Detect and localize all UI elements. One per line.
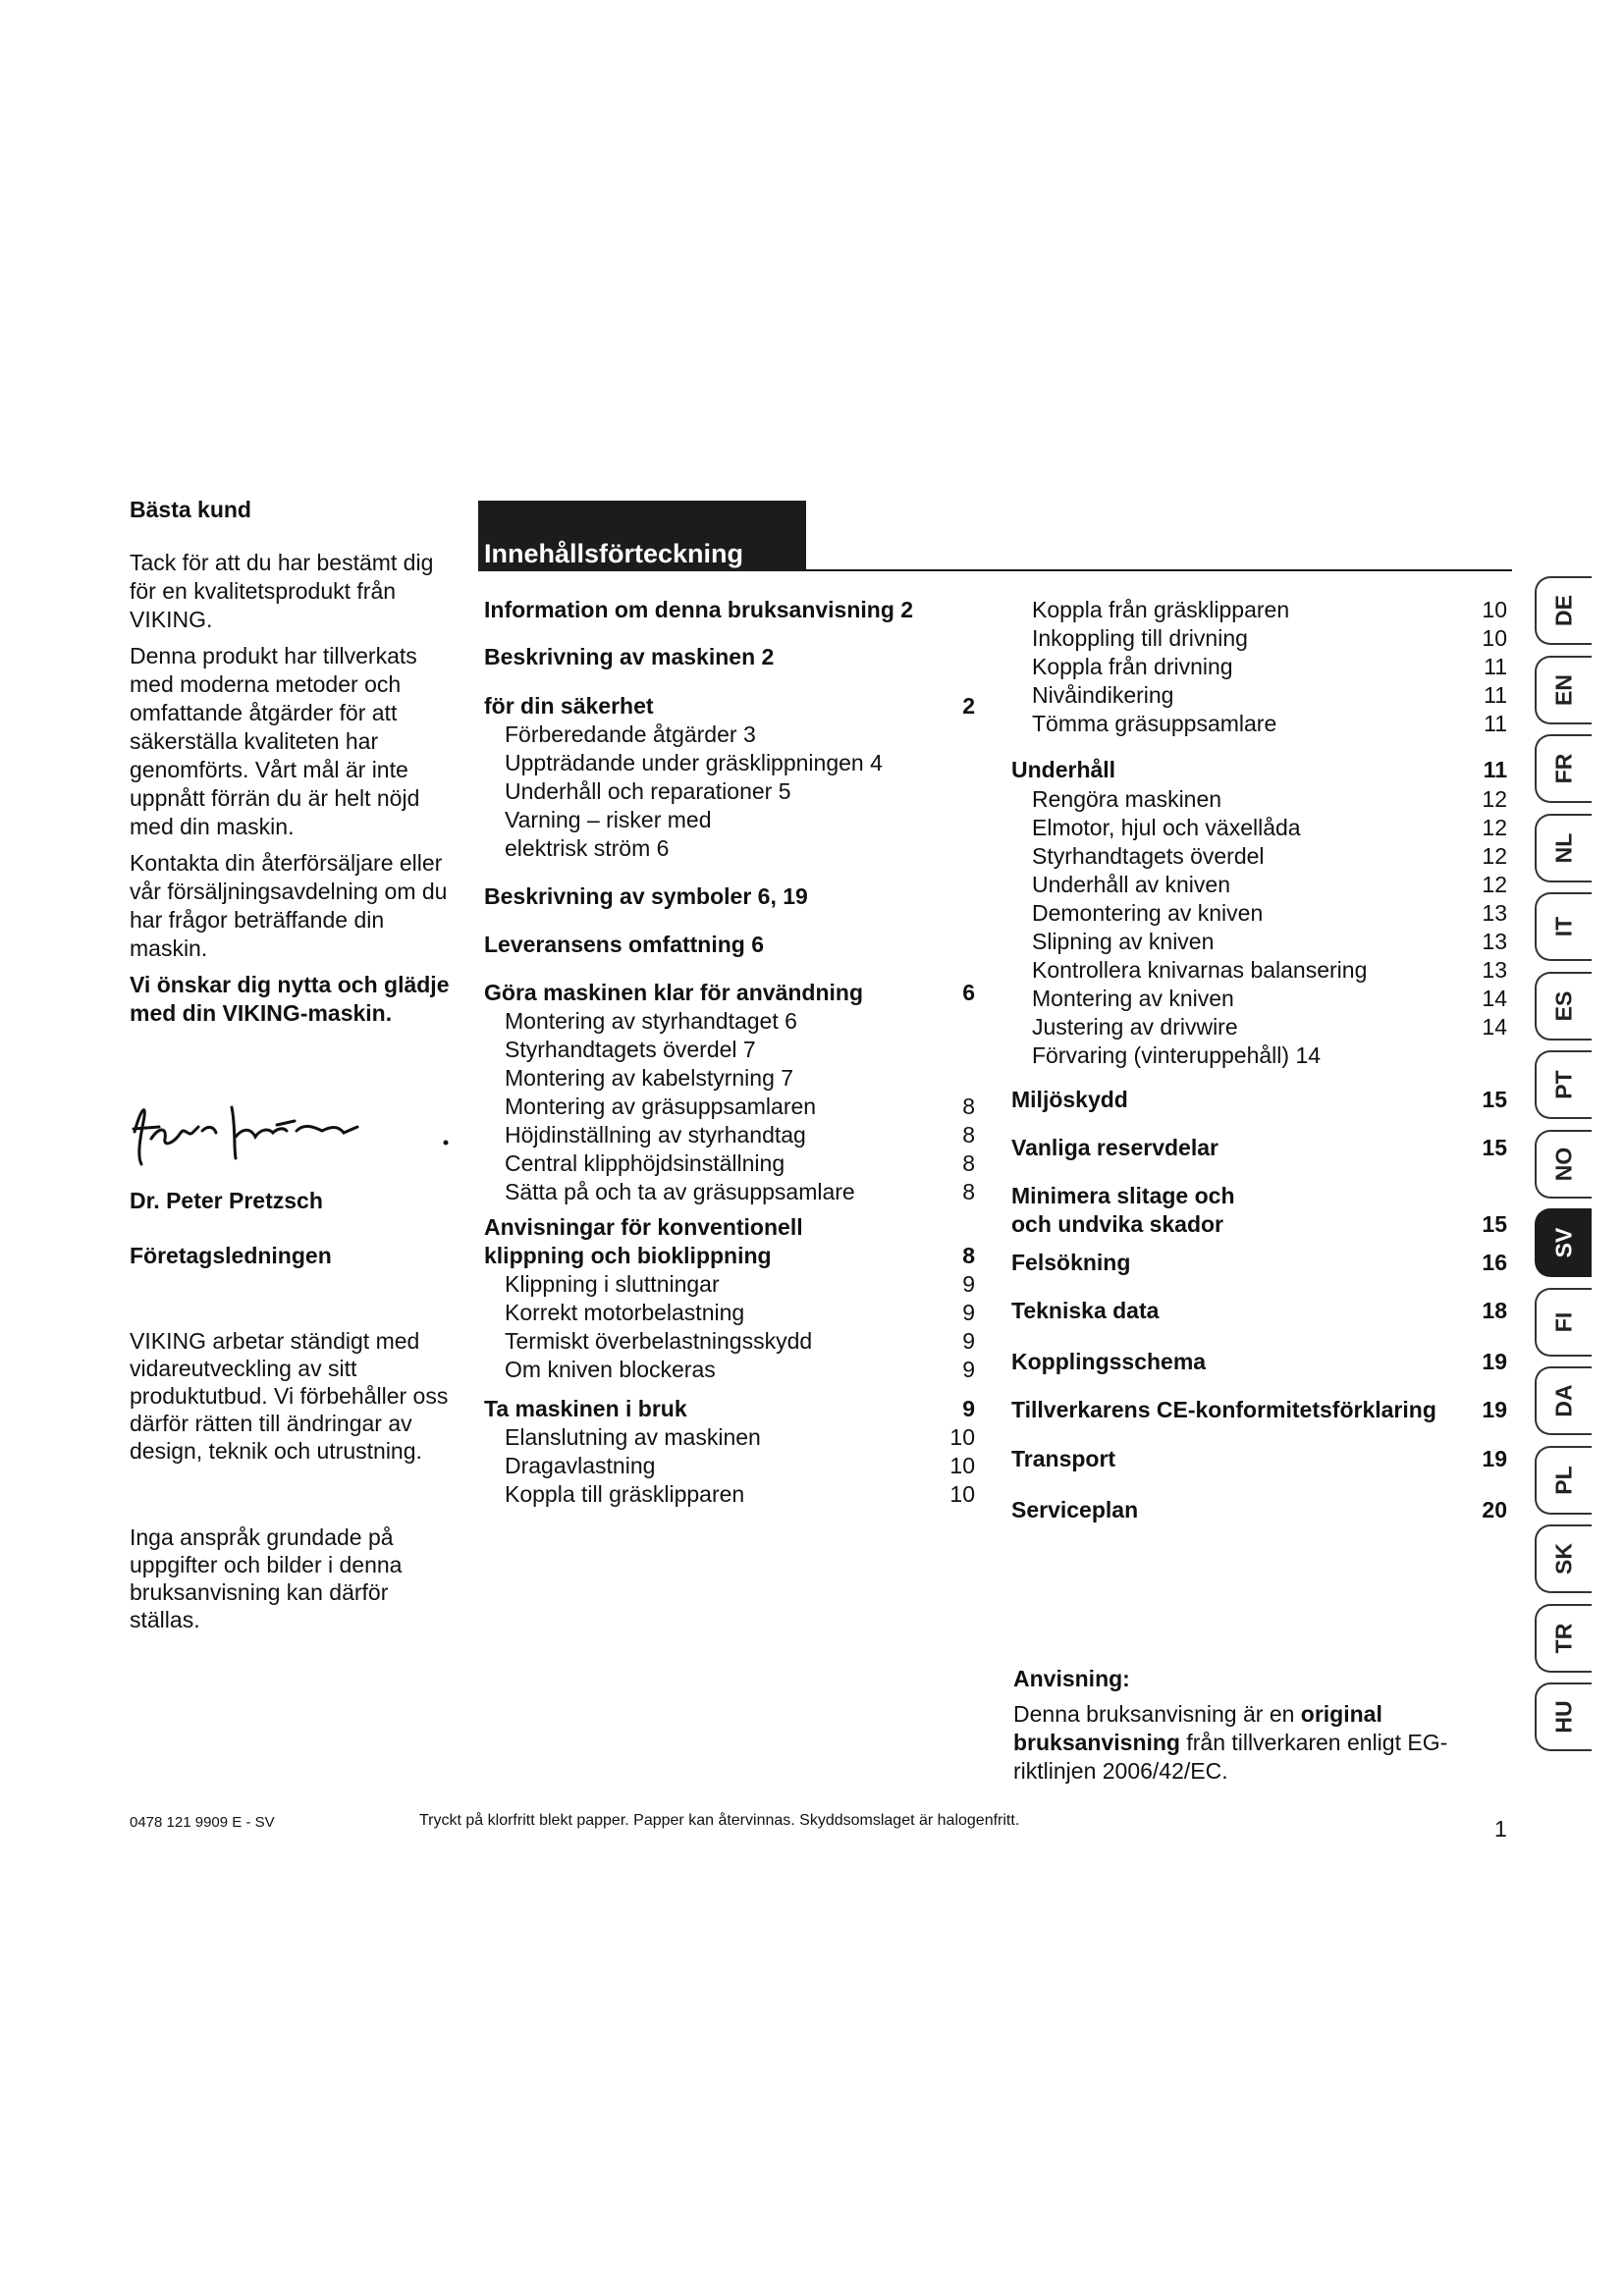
- toc-entry-page: 10: [1482, 597, 1507, 622]
- language-tab-no: [1535, 1130, 1592, 1199]
- document-code: 0478 121 9909 E - SV: [130, 1814, 275, 1831]
- col2-entry: [1032, 1013, 1507, 1041]
- author-role: Företagsledningen: [130, 1243, 332, 1268]
- col2-entry: [1032, 785, 1507, 813]
- toc-entry-title: Varning – risker med: [505, 807, 712, 832]
- col1-entry: [505, 749, 975, 776]
- toc-entry-title: Koppla till gräsklipparen: [505, 1481, 745, 1507]
- toc-entry-title: elektrisk ström 6: [505, 835, 670, 861]
- language-tab-da: [1535, 1366, 1592, 1435]
- col2-entry: [1032, 928, 1507, 955]
- intro-paragraph-2: Denna produkt har tillverkats med moderna metoder och omfattande åtgärder för att säkerställa kvaliteten har genomförts. Vårt mål är inte uppnått förrän du är helt nöjd med din maskin.: [130, 643, 420, 839]
- toc-entry-page: 16: [1482, 1250, 1507, 1275]
- note-heading: Anvisning:: [1013, 1666, 1130, 1691]
- language-tab-label: PL: [1550, 1465, 1577, 1495]
- language-tab-label: SV: [1550, 1227, 1577, 1258]
- toc-entry-title: Underhåll av kniven: [1032, 872, 1231, 897]
- toc-entry-page: 2: [962, 693, 975, 719]
- note-text-bold: original bruksanvisning: [1013, 1701, 1382, 1755]
- col1-entry: [505, 1299, 975, 1326]
- col2-entry: [1032, 871, 1507, 898]
- toc-entry-page: 8: [962, 1243, 975, 1268]
- note-text-1: Denna bruksanvisning är en: [1013, 1701, 1301, 1727]
- col2-entry: [1032, 1041, 1507, 1069]
- toc-entry-page: 8: [962, 1094, 975, 1119]
- col1-entry: [505, 1121, 975, 1148]
- author-name: Dr. Peter Pretzsch: [130, 1188, 323, 1213]
- toc-entry-page: 9: [962, 1300, 975, 1325]
- col2-entry: [1032, 710, 1507, 737]
- toc-entry-title: Slipning av kniven: [1032, 929, 1215, 954]
- language-tab-es: [1535, 972, 1592, 1041]
- col1-entry: [505, 1452, 975, 1479]
- col2-entry: [1032, 956, 1507, 984]
- toc-entry-title: Montering av styrhandtaget 6: [505, 1008, 797, 1034]
- toc-entry-page: 11: [1484, 711, 1507, 736]
- col2-entry: [1032, 596, 1507, 623]
- toc-entry-title: Sätta på och ta av gräsuppsamlare: [505, 1179, 855, 1204]
- footer-note: Tryckt på klorfritt blekt papper. Papper kan återvinnas. Skyddsomslaget är halogenfritt.: [419, 1812, 1020, 1829]
- col1-entry: [484, 979, 975, 1006]
- toc-entry-title: Koppla från gräsklipparen: [1032, 597, 1290, 622]
- toc-entry-page: 11: [1484, 654, 1507, 679]
- col1-entry: [484, 643, 975, 670]
- toc-entry-page: 8: [962, 1122, 975, 1148]
- language-tab-fi: [1535, 1288, 1592, 1357]
- col1-entry: [505, 834, 975, 862]
- toc-entry-page: 12: [1482, 815, 1507, 840]
- toc-entry-title: Styrhandtagets överdel 7: [505, 1037, 756, 1062]
- col1-entry: [484, 1242, 975, 1269]
- language-tab-label: PT: [1550, 1070, 1577, 1099]
- col2-entry: [1032, 624, 1507, 652]
- col1-entry: [505, 1036, 975, 1063]
- toc-entry-page: 9: [962, 1357, 975, 1382]
- col1-entry: [484, 1213, 975, 1241]
- col2-entry: [1032, 814, 1507, 841]
- toc-entry-title: Elanslutning av maskinen: [505, 1424, 761, 1450]
- toc-entry-title: Ta maskinen i bruk: [484, 1396, 687, 1421]
- language-tab-label: FI: [1550, 1311, 1577, 1332]
- greeting: Bästa kund: [130, 497, 251, 522]
- toc-title: Innehållsförteckning: [478, 501, 806, 571]
- toc-entry-page: 14: [1482, 986, 1507, 1011]
- toc-entry-title: Göra maskinen klar för användning: [484, 980, 863, 1005]
- toc-entry-title: Montering av kniven: [1032, 986, 1234, 1011]
- signature-image: [130, 1088, 463, 1166]
- toc-entry-page: 14: [1482, 1014, 1507, 1040]
- disclaimer-paragraph-2: Inga anspråk grundade på uppgifter och bilder i denna bruksanvisning kan därför ställas.: [130, 1524, 403, 1632]
- language-tab-nl: [1535, 814, 1592, 882]
- language-tab-label: TR: [1550, 1623, 1577, 1653]
- toc-entry-page: 9: [962, 1396, 975, 1421]
- closing-wish: Vi önskar dig nytta och glädje med din VIKING-maskin.: [130, 972, 450, 1026]
- toc-entry-title: Montering av kabelstyrning 7: [505, 1065, 794, 1091]
- col2-entry: [1032, 842, 1507, 870]
- language-tab-label: HU: [1550, 1700, 1577, 1734]
- toc-entry-page: 11: [1483, 757, 1507, 782]
- toc-divider: [478, 569, 1512, 571]
- col1-entry: [505, 777, 975, 805]
- col1-entry: [505, 1423, 975, 1451]
- toc-entry-page: 6: [962, 980, 975, 1005]
- col2-entry: [1011, 1348, 1507, 1375]
- toc-entry-title: Rengöra maskinen: [1032, 786, 1222, 812]
- intro-paragraph-1: Tack för att du har bestämt dig för en kvalitetsprodukt från VIKING.: [130, 550, 434, 632]
- toc-entry-title: Miljöskydd: [1011, 1087, 1128, 1112]
- col1-entry: [505, 1007, 975, 1035]
- language-tab-label: IT: [1550, 916, 1577, 937]
- col1-entry: [484, 931, 975, 958]
- toc-entry-page: 10: [949, 1424, 975, 1450]
- toc-entry-page: 9: [962, 1271, 975, 1297]
- toc-entry-title: Korrekt motorbelastning: [505, 1300, 745, 1325]
- toc-entry-title: Förvaring (vinteruppehåll) 14: [1032, 1042, 1322, 1068]
- toc-entry-page: 8: [962, 1150, 975, 1176]
- toc-entry-title: Tömma gräsuppsamlare: [1032, 711, 1277, 736]
- toc-entry-page: 10: [1482, 625, 1507, 651]
- col2-entry: [1011, 1210, 1507, 1238]
- toc-entry-title: Anvisningar för konventionell: [484, 1214, 803, 1240]
- note-text-2: från tillverkaren enligt EG-riktlinjen 2006/42/EC.: [1013, 1730, 1448, 1784]
- toc-entry-title: Klippning i sluttningar: [505, 1271, 720, 1297]
- toc-entry-title: Underhåll: [1011, 757, 1116, 782]
- language-tab-label: FR: [1550, 753, 1577, 784]
- col1-entry: [505, 806, 975, 833]
- language-tab-label: NL: [1550, 832, 1577, 863]
- col2-entry: [1011, 1182, 1507, 1209]
- toc-entry-page: 15: [1482, 1211, 1507, 1237]
- toc-entry-page: 8: [962, 1179, 975, 1204]
- col2-entry: [1011, 1445, 1507, 1472]
- col1-entry: [484, 692, 975, 720]
- col1-entry: [505, 1270, 975, 1298]
- toc-entry-page: 13: [1482, 900, 1507, 926]
- toc-entry-title: Elmotor, hjul och växellåda: [1032, 815, 1301, 840]
- toc-entry-title: Kontrollera knivarnas balansering: [1032, 957, 1368, 983]
- toc-entry-title: Serviceplan: [1011, 1497, 1139, 1522]
- toc-entry-title: Demontering av kniven: [1032, 900, 1264, 926]
- col1-entry: [505, 1149, 975, 1177]
- toc-entry-page: 13: [1482, 929, 1507, 954]
- toc-entry-page: 19: [1482, 1446, 1507, 1471]
- language-tab-sk: [1535, 1524, 1592, 1593]
- toc-entry-title: Höjdinställning av styrhandtag: [505, 1122, 806, 1148]
- toc-entry-title: Vanliga reservdelar: [1011, 1135, 1218, 1160]
- toc-entry-page: 13: [1482, 957, 1507, 983]
- toc-entry-title: Förberedande åtgärder 3: [505, 721, 756, 747]
- toc-entry-title: Termiskt överbelastningsskydd: [505, 1328, 813, 1354]
- col1-entry: [505, 1178, 975, 1205]
- language-tab-pl: [1535, 1446, 1592, 1515]
- language-tab-it: [1535, 892, 1592, 961]
- language-tab-hu: [1535, 1682, 1592, 1751]
- intro-paragraph-3: Kontakta din återförsäljare eller vår försäljningsavdelning om du har frågor beträffande din maskin.: [130, 850, 448, 961]
- language-tab-label: SK: [1550, 1543, 1577, 1575]
- toc-entry-page: 12: [1482, 872, 1507, 897]
- toc-entry-title: Uppträdande under gräsklippningen 4: [505, 750, 883, 775]
- toc-entry-title: Beskrivning av maskinen 2: [484, 644, 775, 669]
- language-tab-label: DE: [1550, 595, 1577, 626]
- disclaimer-paragraph-1: VIKING arbetar ständigt med vidareutveckling av sitt produktutbud. Vi förbehåller oss därför rätten till ändringar av design, teknik och utrustning.: [130, 1328, 449, 1464]
- toc-entry-page: 15: [1482, 1135, 1507, 1160]
- toc-entry-page: 19: [1482, 1397, 1507, 1422]
- toc-entry-page: 15: [1482, 1087, 1507, 1112]
- toc-entry-title: Felsökning: [1011, 1250, 1131, 1275]
- col2-entry: [1032, 985, 1507, 1012]
- toc-entry-title: Inkoppling till drivning: [1032, 625, 1248, 651]
- language-tab-de: [1535, 576, 1592, 645]
- col2-entry: [1011, 1086, 1507, 1113]
- col2-entry: [1032, 899, 1507, 927]
- toc-entry-page: 11: [1484, 682, 1507, 708]
- toc-entry-title: Justering av drivwire: [1032, 1014, 1238, 1040]
- col1-entry: [505, 1480, 975, 1508]
- col1-entry: [484, 882, 975, 910]
- toc-entry-title: Transport: [1011, 1446, 1116, 1471]
- toc-entry-title: och undvika skador: [1011, 1211, 1224, 1237]
- toc-entry-page: 10: [949, 1453, 975, 1478]
- toc-entry-page: 10: [949, 1481, 975, 1507]
- toc-entry-title: Leveransens omfattning 6: [484, 932, 765, 957]
- toc-entry-title: Central klipphöjdsinställning: [505, 1150, 785, 1176]
- language-tab-en: [1535, 656, 1592, 724]
- toc-entry-page: 19: [1482, 1349, 1507, 1374]
- col2-entry: [1011, 1396, 1507, 1423]
- toc-entry-title: Information om denna bruksanvisning 2: [484, 597, 914, 622]
- col1-entry: [505, 1064, 975, 1092]
- toc-entry-title: klippning och bioklippning: [484, 1243, 772, 1268]
- toc-entry-title: Tillverkarens CE-konformitetsförklaring: [1011, 1397, 1436, 1422]
- language-tab-pt: [1535, 1050, 1592, 1119]
- toc-entry-title: för din säkerhet: [484, 693, 654, 719]
- language-tab-label: ES: [1550, 990, 1577, 1021]
- toc-entry-title: Koppla från drivning: [1032, 654, 1233, 679]
- col2-entry: [1032, 681, 1507, 709]
- toc-entry-title: Kopplingsschema: [1011, 1349, 1207, 1374]
- toc-entry-page: 20: [1482, 1497, 1507, 1522]
- note-body: [1013, 1700, 1475, 1786]
- toc-entry-page: 12: [1482, 843, 1507, 869]
- toc-entry-page: 12: [1482, 786, 1507, 812]
- col1-entry: [505, 1356, 975, 1383]
- language-tab-sv: [1535, 1208, 1592, 1277]
- language-tab-fr: [1535, 734, 1592, 803]
- col1-entry: [505, 1327, 975, 1355]
- toc-entry-title: Styrhandtagets överdel: [1032, 843, 1265, 869]
- col2-entry: [1011, 756, 1507, 783]
- toc-entry-title: Tekniska data: [1011, 1298, 1160, 1323]
- language-tab-label: NO: [1550, 1147, 1577, 1181]
- toc-entry-title: Nivåindikering: [1032, 682, 1174, 708]
- toc-entry-title: Dragavlastning: [505, 1453, 656, 1478]
- col1-entry: [505, 1093, 975, 1120]
- col2-entry: [1011, 1496, 1507, 1523]
- col2-entry: [1032, 653, 1507, 680]
- toc-entry-title: Montering av gräsuppsamlaren: [505, 1094, 817, 1119]
- language-tab-label: EN: [1550, 673, 1577, 706]
- page-number: 1: [1494, 1816, 1507, 1842]
- toc-entry-title: Beskrivning av symboler 6, 19: [484, 883, 808, 909]
- col2-entry: [1011, 1249, 1507, 1276]
- intro-letter: [130, 496, 463, 1036]
- language-tab-label: DA: [1550, 1384, 1577, 1417]
- toc-entry-title: Underhåll och reparationer 5: [505, 778, 791, 804]
- toc-entry-page: 9: [962, 1328, 975, 1354]
- col2-entry: [1011, 1134, 1507, 1161]
- col2-entry: [1011, 1297, 1507, 1324]
- toc-entry-page: 18: [1482, 1298, 1507, 1323]
- col1-entry: [484, 1395, 975, 1422]
- toc-entry-title: Om kniven blockeras: [505, 1357, 716, 1382]
- language-tab-tr: [1535, 1604, 1592, 1673]
- toc-entry-title: Minimera slitage och: [1011, 1183, 1235, 1208]
- col1-entry: [505, 721, 975, 748]
- col1-entry: [484, 596, 975, 623]
